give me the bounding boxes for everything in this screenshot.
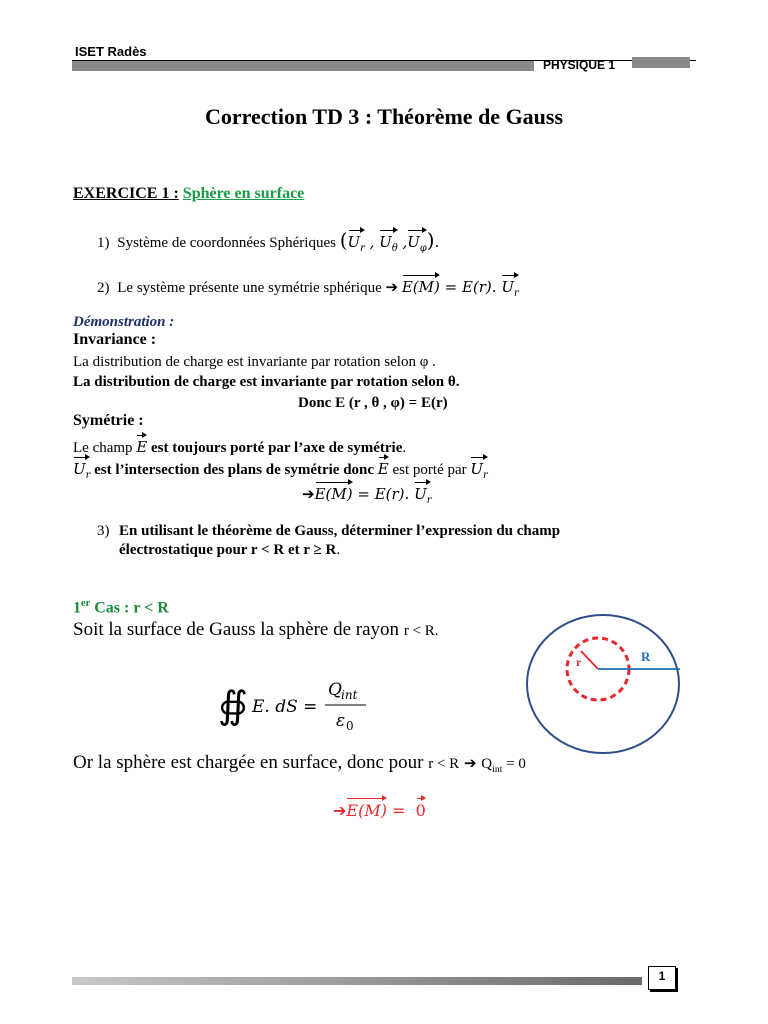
basis-vectors: ($U_r$ , $U_\theta$ $,U_\varphi$). [339,228,440,254]
question-2-number: 2) [97,280,110,296]
header-gray-bar-right [632,57,690,68]
svg-text:∯: ∯ [218,683,248,727]
question-1-number: 1) [97,235,110,251]
q-symbol: Q [481,756,493,772]
symetrie-line-2-a: est l’intersection des plans de symétrie donc [94,462,375,478]
case-1-line-1-end: . [434,623,439,639]
field-vector-e: E [136,434,147,456]
question-3-line-2-bold: électrostatique pour r < R et r ≥ R [119,542,337,558]
symetrie-line-1-a: Le champ [73,440,133,456]
header-gray-bar-left [72,61,534,71]
invariance-line-2: La distribution de charge est invariante par rotation selon θ. [73,374,460,390]
symetrie-line-2-b: est porté par [392,462,467,478]
svg-text:Q: Q [328,680,342,700]
field-vector-e-2: E [378,456,389,478]
symetrie-title: Symétrie : [73,412,144,429]
case-1-title-pre: 1 [73,599,81,617]
case-1-title-post: Cas : r < R [90,599,169,617]
header-course: PHYSIQUE 1 [543,58,616,72]
page-title: Correction TD 3 : Théorème de Gauss [204,104,564,129]
symmetry-formula: E(M) = E(r). $U_r$ [402,278,519,296]
symetrie-line-1-c: . [402,440,407,456]
arrow-icon: ➔ [333,803,347,820]
svg-text:int: int [341,688,358,702]
question-3-line-1: En utilisant le théorème de Gauss, déterminer l’expression du champ [119,523,561,539]
result-formula: ➔E(M) = 0 [333,797,426,821]
exercise-subtitle: Sphère en surface [182,185,305,202]
q-value: = 0 [506,756,526,772]
question-2-text: Le système présente une symétrie sphérique [117,280,382,296]
question-1 [97,228,439,254]
symetrie-formula: E(M) = E(r). $U_r$ [315,485,432,503]
footer-gray-bar [72,977,642,985]
question-1-text: Système de coordonnées Sphériques [117,235,336,251]
outer-sphere [527,615,679,753]
arrow-icon: ➔ [385,280,399,296]
case-1-line-2-text: Or la sphère est chargée en surface, donc pour [73,752,424,773]
radius-r [581,651,598,669]
case-1-line-1-text: Soit la surface de Gauss la sphère de rayon [73,619,400,640]
case-1-line-2-cond: r < R [428,756,460,772]
question-3-line-2 [119,542,340,559]
label-R: R [641,649,651,664]
svg-text:E. dS =: E. dS = [252,697,318,717]
label-r: r [576,655,582,669]
symetrie-line-1-b: est toujours porté par l’axe de symétrie [151,440,403,456]
svg-text:ε: ε [336,711,346,731]
case-1-line-1 [73,619,439,641]
symetrie-line-1 [73,434,406,457]
invariance-title: Invariance : [73,331,157,348]
case-1-line-2 [73,752,526,775]
question-3-number: 3) [97,523,110,539]
case-1-title-sup: er [81,598,91,609]
arrow-icon: ➔ [463,756,477,772]
case-1-line-1-cond: r < R [403,623,435,639]
arrow-icon: ➔ [302,487,315,503]
exercise-label: EXERCICE 1 : [73,185,179,202]
unit-vector-ur: $U_r$ [73,456,90,481]
symetrie-conclusion [302,481,431,506]
header-school: ISET Radès [75,44,147,59]
q-subscript: int [492,764,503,775]
unit-vector-ur-2: $U_r$ [470,456,487,481]
page-number: 1 [658,969,666,983]
symetrie-line-2 [73,456,488,481]
gauss-integral [218,674,388,736]
exercise-heading [73,185,304,203]
svg-text:0: 0 [346,719,354,733]
question-2 [97,274,519,299]
demonstration-label: Démonstration : [73,314,175,330]
sphere-figure [520,612,700,762]
case-1-title [73,598,169,617]
invariance-line-1: La distribution de charge est invariante par rotation selon φ . [73,354,436,370]
invariance-conclusion: Donc E (r , θ , φ) = E(r) [298,395,448,411]
question-3-line-2-end: . [336,542,341,558]
